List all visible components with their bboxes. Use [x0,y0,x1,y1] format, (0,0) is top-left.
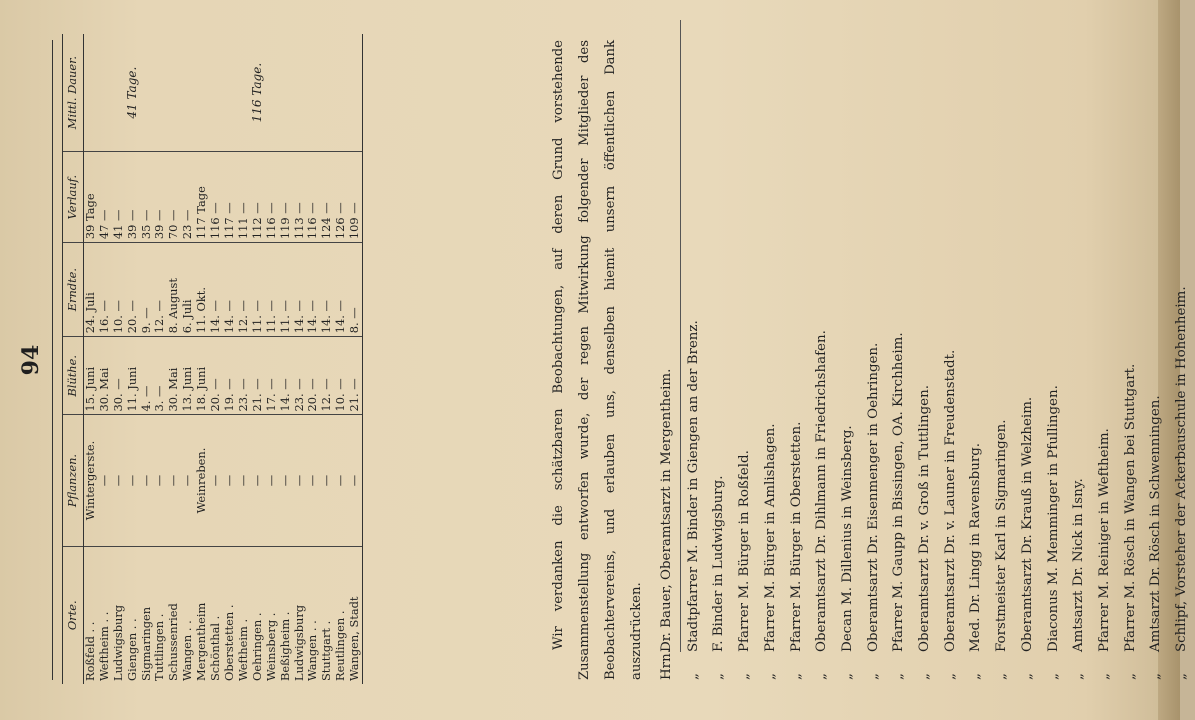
cell-dauer: 116 Tage. [251,34,265,152]
list-item [681,20,707,680]
cell-erndte: 11. — [265,243,279,337]
cell-bluethe: 11. Juni [126,337,140,415]
cell-pflanze: — [126,415,140,546]
list-item-text: F. Binder in Ludwigsburg. [711,475,727,652]
list-item [706,20,732,680]
list-item [912,20,938,680]
cell-pflanze: — [320,415,334,546]
cell-pflanze: — [348,415,362,546]
cell-pflanze: — [279,415,293,546]
list-item [1118,20,1144,680]
table-row [279,34,293,684]
cell-erndte: 14. — [223,243,237,337]
list-item [784,20,810,680]
list-item [1169,20,1195,680]
col-header-orte: Orte. [63,546,84,684]
table-row [195,34,209,684]
cell-pflanze: — [112,415,126,546]
cell-bluethe: 15. Juni [83,337,97,415]
cell-ort: Wangen, Stadt [348,546,362,684]
list-item-prefix: „ [762,673,778,680]
table-row [167,34,181,684]
col-header-dauer: Mittl. Dauer. [63,34,84,152]
cell-erndte: 11. Okt. [195,243,209,337]
table-row [334,34,348,684]
cell-ort: Ludwigsburg [110,604,125,681]
cell-pflanze: — [98,415,112,546]
cell-ort: Beßigheim . [277,611,292,681]
table-row [237,34,251,684]
cell-dauer [153,34,167,152]
cell-ort: Weftheim . . [96,611,111,681]
cell-verlauf: 119 — [279,152,293,243]
table-row [140,34,154,684]
list-item [1041,20,1067,680]
list-item-text: Pfarrer M. Gaupp in Bissingen, OA. Kirchheim. [891,332,907,652]
cell-bluethe: 30. Mai [98,337,112,415]
cell-pflanze: — [223,415,237,546]
cell-verlauf: 126 — [334,152,348,243]
col-header-pflanzen: Pflanzen. [63,415,84,546]
cell-verlauf: 117 Tage [195,152,209,243]
cell-bluethe: 13. Juni [181,337,195,415]
cell-ort: Weinsberg . [263,612,278,681]
cell-erndte: 10. — [112,243,126,337]
list-item-text: Pfarrer M. Bürger in Roßfeld. [737,450,753,652]
cell-erndte: 14. — [334,243,348,337]
table-row [293,34,307,684]
table-row [209,34,223,684]
list-item-prefix: Hrn. [659,649,674,680]
cell-bluethe: 12. — [320,337,334,415]
list-item [886,20,912,680]
list-item-text: Pfarrer M. Rösch in Wangen bei Stuttgart. [1122,363,1138,652]
table-row [181,34,195,684]
cell-erndte: 20. — [126,243,140,337]
list-item [835,20,861,680]
list-item-text: Oberamtsarzt Dr. v. Groß in Tuttlingen. [917,385,933,652]
cell-verlauf: 124 — [320,152,334,243]
cell-verlauf: 109 — [348,152,362,243]
cell-verlauf: 39 — [126,152,140,243]
cell-dauer [167,34,181,152]
cell-erndte: 6. Juli [181,243,195,337]
cell-dauer [320,34,334,152]
cell-ort: Oehringen . [249,612,264,681]
table-row [83,34,97,684]
col-header-erndte: Erndte. [63,243,84,337]
table-row [265,34,279,684]
cell-dauer [306,34,320,152]
cell-erndte: 8. August [167,243,181,337]
cell-bluethe: 30. — [112,337,126,415]
cell-pflanze: — [265,415,279,546]
list-item-prefix: „ [917,673,933,680]
cell-dauer [98,34,112,152]
cell-ort: Mergentheim [194,602,209,681]
cell-erndte: 14. — [209,243,223,337]
cell-bluethe: 30. Mai [167,337,181,415]
cell-pflanze: — [334,415,348,546]
cell-verlauf: 111 — [237,152,251,243]
cell-bluethe: 23. — [293,337,307,415]
cell-bluethe: 3. — [153,337,167,415]
list-item [861,20,887,680]
cell-dauer [334,34,348,152]
cell-verlauf: 112 — [251,152,265,243]
list-item [732,20,758,680]
cell-dauer [293,34,307,152]
cell-ort: Tuttlingen . [152,613,167,681]
cell-erndte: 14. — [293,243,307,337]
list-item-prefix: „ [1174,673,1190,680]
cell-ort: Schussenried [166,603,181,681]
cell-pflanze: Wintergerste. [83,415,97,546]
list-item-prefix: „ [1071,673,1087,680]
list-item-text: Oberamtsarzt Dr. v. Launer in Freudenstadt. [942,349,958,652]
list-item-prefix: „ [788,673,804,680]
cell-ort: Giengen . . [124,618,139,681]
list-item-text: Forstmeister Karl in Sigmaringen. [994,419,1010,652]
table-row [223,34,237,684]
list-item [809,20,835,680]
cell-bluethe: 10. — [334,337,348,415]
list-item-prefix: „ [1096,673,1112,680]
list-item-text: Amtsarzt Dr. Nick in Isny. [1071,478,1087,652]
cell-erndte: 8. — [348,243,362,337]
cell-verlauf: 117 — [223,152,237,243]
cell-pflanze: — [153,415,167,546]
cell-dauer [181,34,195,152]
cell-bluethe: 19. — [223,337,237,415]
list-item-prefix: „ [839,673,855,680]
table-row [112,34,126,684]
list-item-prefix: „ [994,673,1010,680]
table-row [320,34,334,684]
table-row [348,34,362,684]
list-item-text: Oberamtsarzt Dr. Krauß in Welzheim. [1019,396,1035,652]
cell-pflanze: — [251,415,265,546]
table-row [126,34,140,684]
list-item-prefix: „ [891,673,907,680]
cell-dauer [223,34,237,152]
table-row [153,34,167,684]
list-item [1092,20,1118,680]
list-item [963,20,989,680]
page-number: 94 [18,344,44,376]
header-rule [52,40,53,680]
cell-bluethe: 17. — [265,337,279,415]
cell-pflanze: — [293,415,307,546]
cell-pflanze: — [181,415,195,546]
cell-ort: Stuttgart . [319,620,334,681]
list-item [1066,20,1092,680]
list-item-text: Pfarrer M. Bürger in Oberstetten. [788,421,804,652]
cell-dauer [265,34,279,152]
list-item-prefix: „ [814,673,830,680]
list-item-text: Dr. Bauer, Oberamtsarzt in Mergentheim. [654,20,681,652]
cell-dauer: 41 Tage. [126,34,140,152]
table-row [306,34,320,684]
list-item [1143,20,1169,680]
cell-bluethe: 21. — [251,337,265,415]
cell-ort: Schönthal . [208,615,223,681]
cell-bluethe: 20. — [306,337,320,415]
cell-verlauf: 113 — [293,152,307,243]
list-item-prefix: „ [1045,673,1061,680]
list-item-text: Med. Dr. Lingg in Ravensburg. [968,442,984,652]
cell-pflanze: — [167,415,181,546]
cell-bluethe: 20. — [209,337,223,415]
cell-bluethe: 18. Juni [195,337,209,415]
cell-dauer [348,34,362,152]
cell-erndte: 14. — [306,243,320,337]
list-item-text: Stadtpfarrer M. Binder in Giengen an der Brenz. [685,320,701,652]
list-item [758,20,784,680]
cell-ort: Wangen . . [305,620,320,681]
cell-verlauf: 39 Tage [83,152,97,243]
list-item-prefix: „ [711,673,727,680]
cell-bluethe: 4. — [140,337,154,415]
list-item [1015,20,1041,680]
list-item-prefix: „ [1122,673,1138,680]
cell-bluethe: 23. — [237,337,251,415]
cell-pflanze: — [237,415,251,546]
cell-dauer [209,34,223,152]
cell-dauer [112,34,126,152]
cell-verlauf: 23 — [181,152,195,243]
list-item-prefix: „ [942,673,958,680]
cell-verlauf: 35 — [140,152,154,243]
cell-ort: Wangen . . [180,620,195,681]
cell-verlauf: 116 — [265,152,279,243]
acknowledgement-paragraph [546,40,650,680]
cell-erndte: 16. — [98,243,112,337]
list-item-text: Pfarrer M. Bürger in Amlishagen. [762,423,778,652]
list-item-text: Decan M. Dillenius in Weinsberg. [839,425,855,652]
observation-table [62,34,363,684]
cell-verlauf: 70 — [167,152,181,243]
cell-dauer [237,34,251,152]
col-header-verlauf: Verlauf. [63,152,84,243]
cell-ort: Reutlingen . [333,610,348,681]
acknowledgement-text: Wir verdanken die schätzbaren Beobachtungen, auf deren Grund vorstehende Zusammenstellung entworfen wurde, der regen Mitwirkung folgender Mitglieder des Beobachtervereins, und erlauben uns, denselben hiemit unsern öffentlichen Dank auszudrücken. [551,40,644,680]
list-item-text: Pfarrer M. Reiniger in Weftheim. [1096,428,1112,652]
list-item-text: Oberamtsarzt Dr. Eisenmenger in Oehringen. [865,342,881,652]
list-item-text: Oberamtsarzt Dr. Dihlmann in Friedrichshafen. [814,330,830,652]
cell-verlauf: 47 — [98,152,112,243]
cell-ort: Oberstetten . [221,604,236,681]
cell-dauer [140,34,154,152]
cell-bluethe: 14. — [279,337,293,415]
cell-erndte: 9. — [140,243,154,337]
cell-pflanze: — [140,415,154,546]
table-row [251,34,265,684]
cell-dauer [195,34,209,152]
cell-ort: Roßfeld . . [82,621,97,681]
col-header-bluethe: Blüthe. [63,337,84,415]
list-item-prefix: „ [685,673,701,680]
cell-erndte: 11. — [251,243,265,337]
cell-verlauf: 41 — [112,152,126,243]
list-item-text: Schlipf, Vorsteher der Ackerbauschule in Hohenheim. [1174,286,1190,652]
cell-pflanze: — [306,415,320,546]
cell-verlauf: 116 — [209,152,223,243]
cell-bluethe: 21. — [348,337,362,415]
cell-verlauf: 39 — [153,152,167,243]
cell-ort: Ludwigsburg [291,604,306,681]
list-item-prefix: „ [865,673,881,680]
list-item-prefix: „ [1019,673,1035,680]
table-body [83,34,362,684]
list-item-text: Amtsarzt Dr. Rösch in Schwenningen. [1148,395,1164,652]
list-item-prefix: „ [1148,673,1164,680]
cell-pflanze: Weinreben. [195,415,209,546]
list-item [989,20,1015,680]
cell-verlauf: 116 — [306,152,320,243]
list-item [654,20,681,680]
table-row [98,34,112,684]
cell-ort: Sigmaringen [138,606,153,681]
cell-pflanze: — [209,415,223,546]
cell-erndte: 24. Juli [83,243,97,337]
table-header [63,34,84,684]
cell-dauer [279,34,293,152]
cell-erndte: 11. — [279,243,293,337]
contributor-list [654,20,1195,680]
list-item-prefix: „ [968,673,984,680]
cell-erndte: 12. — [237,243,251,337]
cell-ort: Weftheim . [235,618,250,681]
list-item-text: Diaconus M. Memminger in Pfullingen. [1045,385,1061,652]
list-item-prefix: „ [737,673,753,680]
cell-erndte: 14. — [320,243,334,337]
cell-dauer [83,34,97,152]
list-item [938,20,964,680]
cell-erndte: 12. — [153,243,167,337]
